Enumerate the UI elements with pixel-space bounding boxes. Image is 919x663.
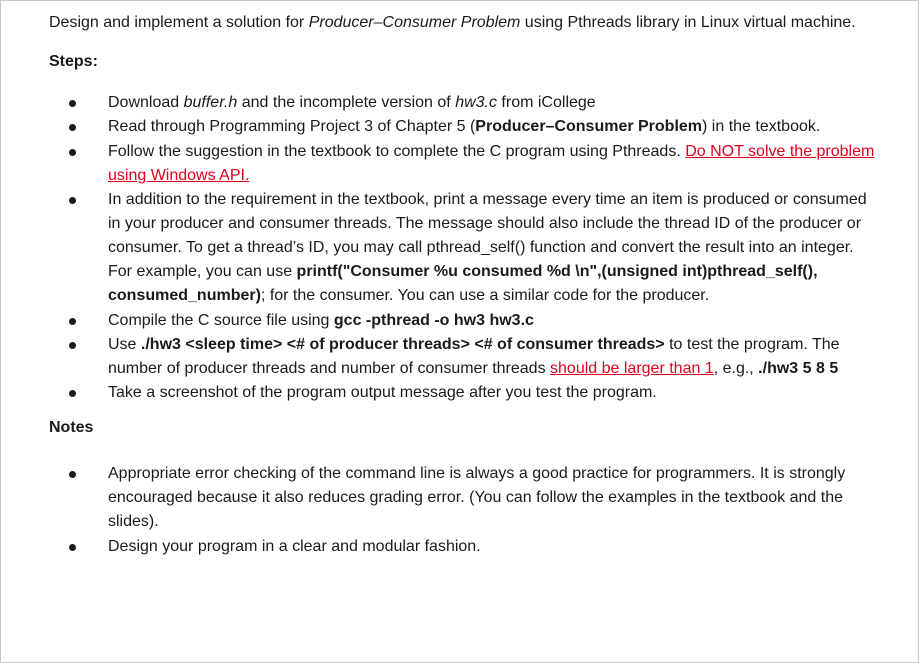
step-compile [49,309,879,333]
notes-heading: Notes [49,419,94,437]
intro-problem-name: Producer–Consumer Problem [308,14,521,31]
warning-thread-count: should be larger than 1 [550,359,714,377]
intro-suffix: using Pthreads library in Linux virtual machine. [520,14,856,31]
note-text: Appropriate error checking of the command line is always a good practice for programmers. It is strongly encouraged because it also reduces grading error. (You can follow the examples in the textbook and the slides). [108,465,846,531]
document-body [49,11,879,559]
step-screenshot [49,381,879,405]
step-text: from iCollege [496,94,596,111]
bullet-icon [69,471,76,478]
warning-windows-api: Do NOT solve the problem using Windows API. [108,142,875,184]
steps-list [49,91,879,405]
steps-heading: Steps: [49,53,98,70]
bullet-icon [69,544,76,551]
step-text: ; for the consumer. You can use a similar code for the producer. [260,287,710,305]
step-text: Download [108,94,184,111]
note-text: Design your program in a clear and modular fashion. [108,537,481,555]
step-text: Follow the suggestion in the textbook to complete the C program using Pthreads. [108,142,686,160]
bullet-icon [69,100,76,107]
bullet-icon [69,318,76,325]
example-command: ./hw3 5 8 5 [758,359,839,377]
notes-list [49,462,879,558]
compile-command: gcc -pthread -o hw3 hw3.c [333,311,534,329]
problem-name-bold: Producer–Consumer Problem [475,118,703,136]
bullet-icon [69,390,76,397]
bullet-icon [69,149,76,156]
printf-example-code: printf("Consumer %u consumed %d \n",(unsigned int)pthread_self(), consumed_number) [108,263,818,305]
step-text: In addition to the requirement in the textbook, print a message every time an item is produced or consumed in your producer and consumer threads. The message should also include the thread ID of the producer or consumer. To get a thread’s ID, you may call pthread_self() function and convert the result into an integer. For example, you can use [108,191,867,281]
note-error-checking [49,462,879,534]
filename-hw3-c: hw3.c [455,94,497,111]
step-download [49,91,879,115]
step-print-message [49,188,879,308]
step-text: ) in the textbook. [702,118,821,136]
step-text: to test the program. The number of producer threads and number of consumer threads [108,335,840,377]
step-read [49,115,879,139]
usage-command: ./hw3 <sleep time> <# of producer threads> <# of consumer threads> [140,335,665,353]
bullet-icon [69,342,76,349]
filename-buffer-h: buffer.h [183,94,238,111]
bullet-icon [69,124,76,131]
step-use [49,333,879,381]
intro-paragraph [49,11,879,35]
step-text: Use [108,335,141,353]
step-follow [49,140,879,188]
step-text: Compile the C source file using [108,311,334,329]
step-text: Take a screenshot of the program output message after you test the program. [108,384,657,402]
step-text: Read through Programming Project 3 of Chapter 5 ( [108,118,476,136]
intro-prefix: Design and implement a solution for [49,14,309,31]
step-text: , e.g., [713,359,759,377]
step-text: and the incomplete version of [237,94,456,111]
note-modular-design [49,535,879,559]
bullet-icon [69,197,76,204]
